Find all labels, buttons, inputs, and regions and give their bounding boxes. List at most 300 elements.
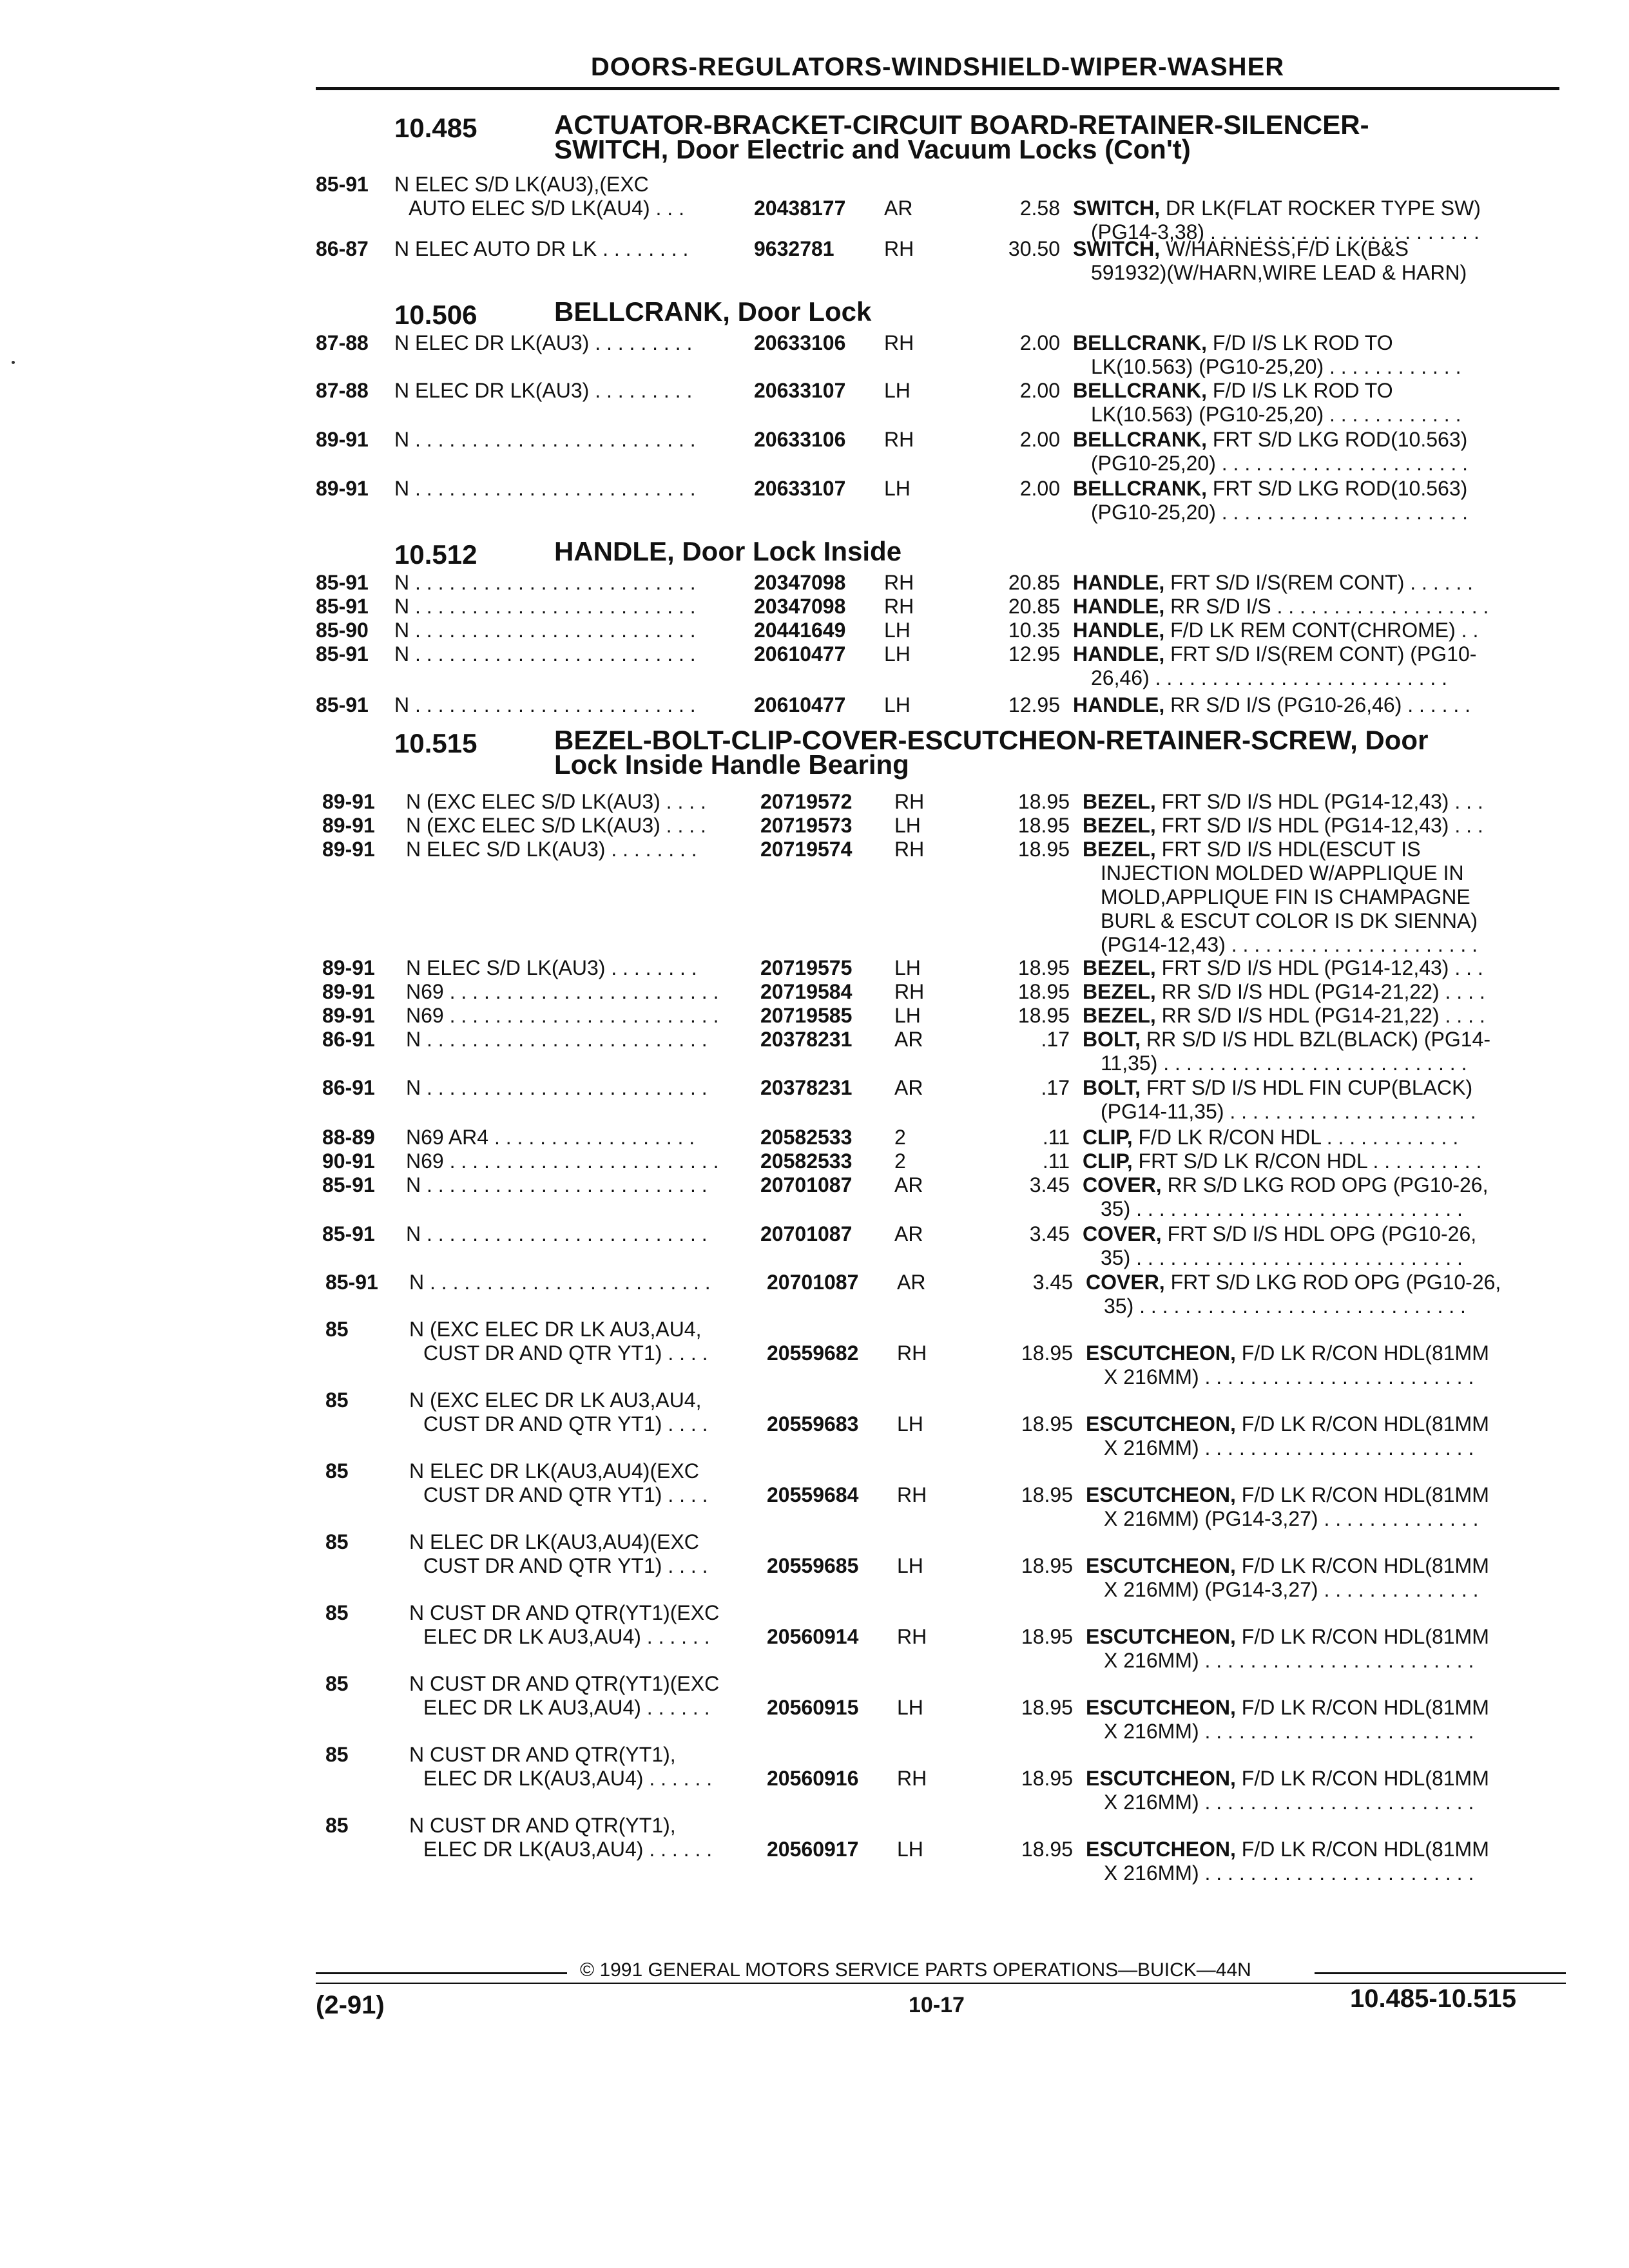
price: 10.35 [1008,619,1060,642]
section-number: 10.485 [394,113,477,143]
header-rule [316,87,1559,90]
application: N . . . . . . . . . . . . . . . . . . . . . . . . . [406,1028,708,1051]
description-name: ESCUTCHEON, [1086,1838,1236,1861]
part-number: 20633106 [754,331,846,354]
description-continued: 11,35) . . . . . . . . . . . . . . . . . . . . . . . . . . . [1101,1052,1467,1075]
application: N (EXC ELEC DR LK AU3,AU4, [409,1389,702,1412]
description-name: BEZEL, [1083,1004,1156,1027]
application: ELEC DR LK AU3,AU4) . . . . . . [423,1696,710,1719]
part-number: 20719584 [760,980,853,1003]
part-number: 20719574 [760,838,853,861]
description [1086,1412,1489,1436]
description [1083,838,1421,861]
description-text: F/D LK R/CON HDL(81MM [1241,1483,1489,1506]
side: AR [894,1028,923,1051]
description-continued: LK(10.563) (PG10-25,20) . . . . . . . . . . . . [1091,355,1461,378]
description-continued: (PG10-25,20) . . . . . . . . . . . . . . . . . . . . . . [1091,501,1469,524]
part-number: 20701087 [760,1173,853,1196]
side: LH [884,477,911,500]
model-years: 89-91 [316,477,369,500]
application: N ELEC DR LK(AU3) . . . . . . . . . [394,331,693,354]
model-years: 88-89 [322,1126,375,1149]
application: N69 . . . . . . . . . . . . . . . . . . . . . . . . [406,980,719,1003]
description-name: CLIP, [1083,1126,1133,1149]
application: ELEC DR LK AU3,AU4) . . . . . . [423,1625,710,1648]
price: 18.95 [1021,1625,1073,1648]
side: LH [884,619,911,642]
price: 18.95 [1021,1483,1073,1506]
description [1086,1271,1501,1294]
price: 18.95 [1021,1696,1073,1719]
part-number: 20633107 [754,477,846,500]
description-text: F/D LK R/CON HDL(81MM [1241,1625,1489,1648]
part-number: 20701087 [760,1222,853,1245]
part-number: 20438177 [754,197,846,220]
side: AR [897,1271,926,1294]
description-text: FRT S/D LKG ROD(10.563) [1212,428,1468,451]
side: RH [894,838,925,861]
description [1073,595,1489,619]
description [1083,790,1483,814]
description [1086,1554,1489,1578]
price: 30.50 [1008,237,1060,260]
model-years: 89-91 [322,790,375,813]
description-text: F/D LK R/CON HDL(81MM [1241,1767,1489,1790]
description-name: COVER, [1086,1271,1165,1294]
model-years: 89-91 [322,838,375,861]
part-number: 20560916 [767,1767,859,1790]
description [1073,642,1476,666]
description-name: SWITCH, [1073,237,1161,260]
description-continued: X 216MM) . . . . . . . . . . . . . . . . . . . . . . . . [1104,1649,1474,1672]
description [1083,1126,1458,1149]
price: .11 [1042,1126,1070,1149]
application: N . . . . . . . . . . . . . . . . . . . . . . . . . [394,595,696,618]
price: 2.00 [1019,428,1060,451]
model-years: 89-91 [316,428,369,451]
side: RH [884,571,914,594]
application: N . . . . . . . . . . . . . . . . . . . . . . . . . [394,571,696,594]
description [1083,1222,1476,1246]
application: N69 AR4 . . . . . . . . . . . . . . . . . . [406,1126,695,1149]
description [1083,1028,1490,1052]
description-name: HANDLE, [1073,642,1165,666]
application: N69 . . . . . . . . . . . . . . . . . . . . . . . . [406,1004,719,1027]
application: N . . . . . . . . . . . . . . . . . . . . . . . . . [406,1076,708,1099]
part-number: 20719572 [760,790,853,813]
copyright-line: © 1991 GENERAL MOTORS SERVICE PARTS OPERATIONS—BUICK—44N [580,1959,1251,1981]
model-years: 86-91 [322,1028,375,1051]
side: AR [894,1076,923,1099]
model-years: 85 [325,1530,349,1553]
description [1073,428,1467,452]
description-name: COVER, [1083,1173,1162,1196]
side: LH [894,956,921,979]
model-years: 86-91 [322,1076,375,1099]
description-continued: (PG14-11,35) . . . . . . . . . . . . . . . . . . . . . . [1101,1100,1476,1123]
price: 20.85 [1008,595,1060,618]
description-name: ESCUTCHEON, [1086,1341,1236,1365]
description [1083,814,1483,838]
section-number: 10.506 [394,300,477,330]
description [1073,331,1393,355]
model-years: 85-91 [316,571,369,594]
part-number: 20610477 [754,693,846,716]
side: RH [897,1483,927,1506]
description-continued: 35) . . . . . . . . . . . . . . . . . . . . . . . . . . . . . [1101,1197,1463,1220]
application: N . . . . . . . . . . . . . . . . . . . . . . . . . [394,477,696,500]
description-text: F/D LK R/CON HDL(81MM [1241,1341,1489,1365]
section-number: 10.515 [394,728,477,758]
side: 2 [894,1126,906,1149]
description-name: BELLCRANK, [1073,477,1207,500]
side: RH [884,595,914,618]
application: N ELEC DR LK(AU3,AU4)(EXC [409,1530,699,1553]
description-continued: 26,46) . . . . . . . . . . . . . . . . . . . . . . . . . . [1091,666,1448,689]
description-text: F/D I/S LK ROD TO [1212,331,1393,354]
description-name: ESCUTCHEON, [1086,1625,1236,1648]
model-years: 89-91 [322,980,375,1003]
section-title: Lock Inside Handle Bearing [554,749,909,780]
model-years: 85-91 [325,1271,378,1294]
application: N . . . . . . . . . . . . . . . . . . . . . . . . . [406,1173,708,1196]
description-continued: X 216MM) . . . . . . . . . . . . . . . . . . . . . . . . [1104,1365,1474,1389]
description-text: FRT S/D I/S HDL (PG14-12,43) . . . [1161,956,1483,979]
description-name: ESCUTCHEON, [1086,1554,1236,1577]
description-text: W/HARNESS,F/D LK(B&S [1165,237,1409,260]
description [1073,237,1409,261]
application: N . . . . . . . . . . . . . . . . . . . . . . . . . [394,642,696,666]
application: N . . . . . . . . . . . . . . . . . . . . . . . . . [394,693,696,716]
price: 2.58 [1019,197,1060,220]
part-number: 20719575 [760,956,853,979]
application: ELEC DR LK(AU3,AU4) . . . . . . [423,1767,713,1790]
part-number: 20441649 [754,619,846,642]
application: ELEC DR LK(AU3,AU4) . . . . . . [423,1838,713,1861]
model-years: 89-91 [322,814,375,837]
section-range: 10.485-10.515 [1350,1984,1517,2013]
side: RH [884,237,914,260]
description-name: BEZEL, [1083,956,1156,979]
part-number: 9632781 [754,237,834,260]
description-name: SWITCH, [1073,197,1161,220]
page-number: 10-17 [909,1993,965,2017]
description-text: FRT S/D LKG ROD(10.563) [1212,477,1468,500]
price: 3.45 [1029,1173,1070,1196]
part-number: 20347098 [754,571,846,594]
page-header: DOORS-REGULATORS-WINDSHIELD-WIPER-WASHER [590,53,1285,81]
description-text: RR S/D I/S HDL (PG14-21,22) . . . . [1161,1004,1485,1027]
section-title: HANDLE, Door Lock Inside [554,536,902,566]
side: RH [884,428,914,451]
side: 2 [894,1149,906,1173]
description-text: FRT S/D I/S HDL (PG14-12,43) . . . [1161,814,1483,837]
price: 18.95 [1017,814,1070,837]
description [1073,197,1481,220]
model-years: 85-91 [316,693,369,716]
side: LH [897,1412,923,1436]
side: RH [897,1625,927,1648]
description-continued: BURL & ESCUT COLOR IS DK SIENNA) [1101,909,1478,932]
price: .11 [1042,1149,1070,1173]
application: CUST DR AND QTR YT1) . . . . [423,1554,708,1577]
description-text: FRT S/D I/S HDL FIN CUP(BLACK) [1146,1076,1473,1099]
model-years: 85-91 [316,642,369,666]
price: 18.95 [1021,1838,1073,1861]
description-text: F/D LK R/CON HDL(81MM [1241,1696,1489,1719]
application: N (EXC ELEC DR LK AU3,AU4, [409,1318,702,1341]
application: N CUST DR AND QTR(YT1), [409,1743,676,1766]
footer-rule-right [1315,1972,1566,1974]
part-number: 20582533 [760,1126,853,1149]
description-text: DR LK(FLAT ROCKER TYPE SW) [1165,197,1481,220]
description-continued: X 216MM) . . . . . . . . . . . . . . . . . . . . . . . . [1104,1861,1474,1885]
price: 20.85 [1008,571,1060,594]
description-name: BEZEL, [1083,980,1156,1003]
section-title: BEZEL-BOLT-CLIP-COVER-ESCUTCHEON-RETAINER-SCREW, Door [554,725,1429,755]
price: 18.95 [1017,980,1070,1003]
side: RH [884,331,914,354]
application: N ELEC DR LK(AU3,AU4)(EXC [409,1459,699,1483]
application: N ELEC DR LK(AU3) . . . . . . . . . [394,379,693,402]
description-text: F/D I/S LK ROD TO [1212,379,1393,402]
description-continued: (PG14-3,38) . . . . . . . . . . . . . . . . . . . . . . . . [1091,220,1480,244]
model-years: 85 [325,1814,349,1837]
description-text: FRT S/D I/S HDL (PG14-12,43) . . . [1161,790,1483,813]
description-text: F/D LK R/CON HDL(81MM [1241,1412,1489,1436]
part-number: 20560915 [767,1696,859,1719]
price: 18.95 [1017,838,1070,861]
application: N (EXC ELEC S/D LK(AU3) . . . . [406,790,706,813]
description-name: CLIP, [1083,1149,1133,1173]
application: N (EXC ELEC S/D LK(AU3) . . . . [406,814,706,837]
model-years: 85 [325,1743,349,1766]
description [1083,1004,1485,1028]
description [1083,1076,1472,1100]
application: CUST DR AND QTR YT1) . . . . [423,1412,708,1436]
description-name: BEZEL, [1083,814,1156,837]
price: 12.95 [1008,693,1060,716]
model-years: 85-91 [316,173,369,196]
description [1086,1483,1489,1507]
part-number: 20633107 [754,379,846,402]
application: CUST DR AND QTR YT1) . . . . [423,1341,708,1365]
part-number: 20582533 [760,1149,853,1173]
model-years: 86-87 [316,237,369,260]
description-name: BOLT, [1083,1076,1141,1099]
price: 3.45 [1032,1271,1073,1294]
side: AR [894,1173,923,1196]
description-continued: LK(10.563) (PG10-25,20) . . . . . . . . . . . . [1091,403,1461,426]
description [1073,693,1470,717]
application: N . . . . . . . . . . . . . . . . . . . . . . . . . [394,428,696,451]
description-text: FRT S/D I/S HDL(ESCUT IS [1161,838,1421,861]
price: .17 [1041,1028,1070,1051]
part-number: 20347098 [754,595,846,618]
description-continued: X 216MM) . . . . . . . . . . . . . . . . . . . . . . . . [1104,1436,1474,1459]
description-name: BELLCRANK, [1073,331,1207,354]
part-number: 20559682 [767,1341,859,1365]
description-text: F/D LK R/CON HDL . . . . . . . . . . . . [1138,1126,1459,1149]
application: N . . . . . . . . . . . . . . . . . . . . . . . . . [409,1271,711,1294]
model-years: 89-91 [322,1004,375,1027]
description-name: ESCUTCHEON, [1086,1767,1236,1790]
side: LH [884,693,911,716]
description-name: HANDLE, [1073,693,1165,716]
section-title: ACTUATOR-BRACKET-CIRCUIT BOARD-RETAINER-SILENCER- [554,110,1369,140]
price: 18.95 [1017,956,1070,979]
price: 18.95 [1021,1412,1073,1436]
description-text: RR S/D I/S HDL (PG14-21,22) . . . . [1161,980,1485,1003]
section-number: 10.512 [394,539,477,570]
description-text: F/D LK R/CON HDL(81MM [1241,1838,1489,1861]
description [1086,1625,1489,1649]
description-continued: (PG14-12,43) . . . . . . . . . . . . . . . . . . . . . . [1101,933,1478,956]
description-text: F/D LK REM CONT(CHROME) . . [1170,619,1479,642]
model-years: 87-88 [316,331,369,354]
description [1083,1149,1481,1173]
description-continued: X 216MM) . . . . . . . . . . . . . . . . . . . . . . . . [1104,1720,1474,1743]
side: LH [894,1004,921,1027]
application: AUTO ELEC S/D LK(AU4) . . . [409,197,684,220]
description-name: HANDLE, [1073,595,1165,618]
application: N ELEC AUTO DR LK . . . . . . . . [394,237,689,260]
description [1083,1173,1488,1197]
part-number: 20560914 [767,1625,859,1648]
description-text: FRT S/D I/S(REM CONT) (PG10- [1170,642,1477,666]
description [1086,1696,1489,1720]
side: LH [897,1838,923,1861]
side: LH [884,642,911,666]
description-text: FRT S/D LKG ROD OPG (PG10-26, [1170,1271,1501,1294]
section-title: SWITCH, Door Electric and Vacuum Locks (Con't) [554,134,1191,164]
description-text: RR S/D LKG ROD OPG (PG10-26, [1167,1173,1489,1196]
description-continued: 35) . . . . . . . . . . . . . . . . . . . . . . . . . . . . . [1101,1246,1463,1269]
description [1073,477,1467,501]
application: N ELEC S/D LK(AU3) . . . . . . . . [406,838,697,861]
description [1073,571,1473,595]
description-name: BEZEL, [1083,838,1156,861]
description-name: ESCUTCHEON, [1086,1696,1236,1719]
description-name: BELLCRANK, [1073,379,1207,402]
price: 12.95 [1008,642,1060,666]
model-years: 85-91 [316,595,369,618]
price: 2.00 [1019,379,1060,402]
description-text: RR S/D I/S . . . . . . . . . . . . . . . . . . . [1170,595,1489,618]
footer-rule-left [316,1972,567,1974]
side: RH [897,1767,927,1790]
description [1083,980,1485,1004]
description-name: ESCUTCHEON, [1086,1412,1236,1436]
description-text: F/D LK R/CON HDL(81MM [1241,1554,1489,1577]
model-years: 85 [325,1672,349,1695]
side: LH [894,814,921,837]
description-continued: INJECTION MOLDED W/APPLIQUE IN [1101,861,1464,885]
application: N CUST DR AND QTR(YT1)(EXC [409,1672,720,1695]
part-number: 20378231 [760,1076,853,1099]
description-name: HANDLE, [1073,571,1165,594]
application: N CUST DR AND QTR(YT1), [409,1814,676,1837]
model-years: 85-90 [316,619,369,642]
part-number: 20719573 [760,814,853,837]
description-continued: MOLD,APPLIQUE FIN IS CHAMPAGNE [1101,885,1470,908]
description-name: HANDLE, [1073,619,1165,642]
model-years: 85 [325,1389,349,1412]
price: 18.95 [1021,1341,1073,1365]
model-years: 89-91 [322,956,375,979]
description-name: BEZEL, [1083,790,1156,813]
model-years: 87-88 [316,379,369,402]
part-number: 20633106 [754,428,846,451]
part-number: 20610477 [754,642,846,666]
model-years: 85-91 [322,1173,375,1196]
price: 18.95 [1021,1767,1073,1790]
price: .17 [1041,1076,1070,1099]
description-text: RR S/D I/S HDL BZL(BLACK) (PG14- [1146,1028,1490,1051]
model-years: 85-91 [322,1222,375,1245]
model-years: 85 [325,1459,349,1483]
description-name: BOLT, [1083,1028,1141,1051]
price: 18.95 [1017,790,1070,813]
application: N . . . . . . . . . . . . . . . . . . . . . . . . . [406,1222,708,1245]
price: 18.95 [1021,1554,1073,1577]
price: 3.45 [1029,1222,1070,1245]
price: 2.00 [1019,477,1060,500]
side: RH [897,1341,927,1365]
description-text: FRT S/D I/S(REM CONT) . . . . . . [1170,571,1474,594]
application: N ELEC S/D LK(AU3),(EXC [394,173,649,196]
application: CUST DR AND QTR YT1) . . . . [423,1483,708,1506]
part-number: 20559684 [767,1483,859,1506]
part-number: 20701087 [767,1271,859,1294]
description-continued: 591932)(W/HARN,WIRE LEAD & HARN) [1091,261,1467,284]
price: 2.00 [1019,331,1060,354]
description-continued: 35) . . . . . . . . . . . . . . . . . . . . . . . . . . . . . [1104,1294,1466,1318]
description [1073,619,1478,642]
description [1073,379,1393,403]
side: LH [897,1554,923,1577]
side: LH [884,379,911,402]
description [1086,1767,1489,1791]
description-name: BELLCRANK, [1073,428,1207,451]
application: N . . . . . . . . . . . . . . . . . . . . . . . . . [394,619,696,642]
part-number: 20559683 [767,1412,859,1436]
application: N69 . . . . . . . . . . . . . . . . . . . . . . . . [406,1149,719,1173]
side: AR [884,197,913,220]
footer-rule-bottom [316,1983,1566,1984]
model-years: 85 [325,1601,349,1624]
description-text: RR S/D I/S (PG10-26,46) . . . . . . [1170,693,1471,716]
price: 18.95 [1017,1004,1070,1027]
description-continued: (PG10-25,20) . . . . . . . . . . . . . . . . . . . . . . [1091,452,1469,475]
description [1083,956,1483,980]
description-continued: X 216MM) (PG14-3,27) . . . . . . . . . . . . . . [1104,1578,1479,1601]
revision-date: (2-91) [316,1991,385,2019]
model-years: 90-91 [322,1149,375,1173]
part-number: 20560917 [767,1838,859,1861]
part-number: 20559685 [767,1554,859,1577]
application: N ELEC S/D LK(AU3) . . . . . . . . [406,956,697,979]
description [1086,1341,1489,1365]
model-years: 85 [325,1318,349,1341]
description-text: FRT S/D I/S HDL OPG (PG10-26, [1167,1222,1477,1245]
part-number: 20378231 [760,1028,853,1051]
description-name: ESCUTCHEON, [1086,1483,1236,1506]
scan-speck [12,361,15,364]
description-text: FRT S/D LK R/CON HDL . . . . . . . . . . [1138,1149,1482,1173]
section-title: BELLCRANK, Door Lock [554,296,872,327]
description [1086,1838,1489,1861]
